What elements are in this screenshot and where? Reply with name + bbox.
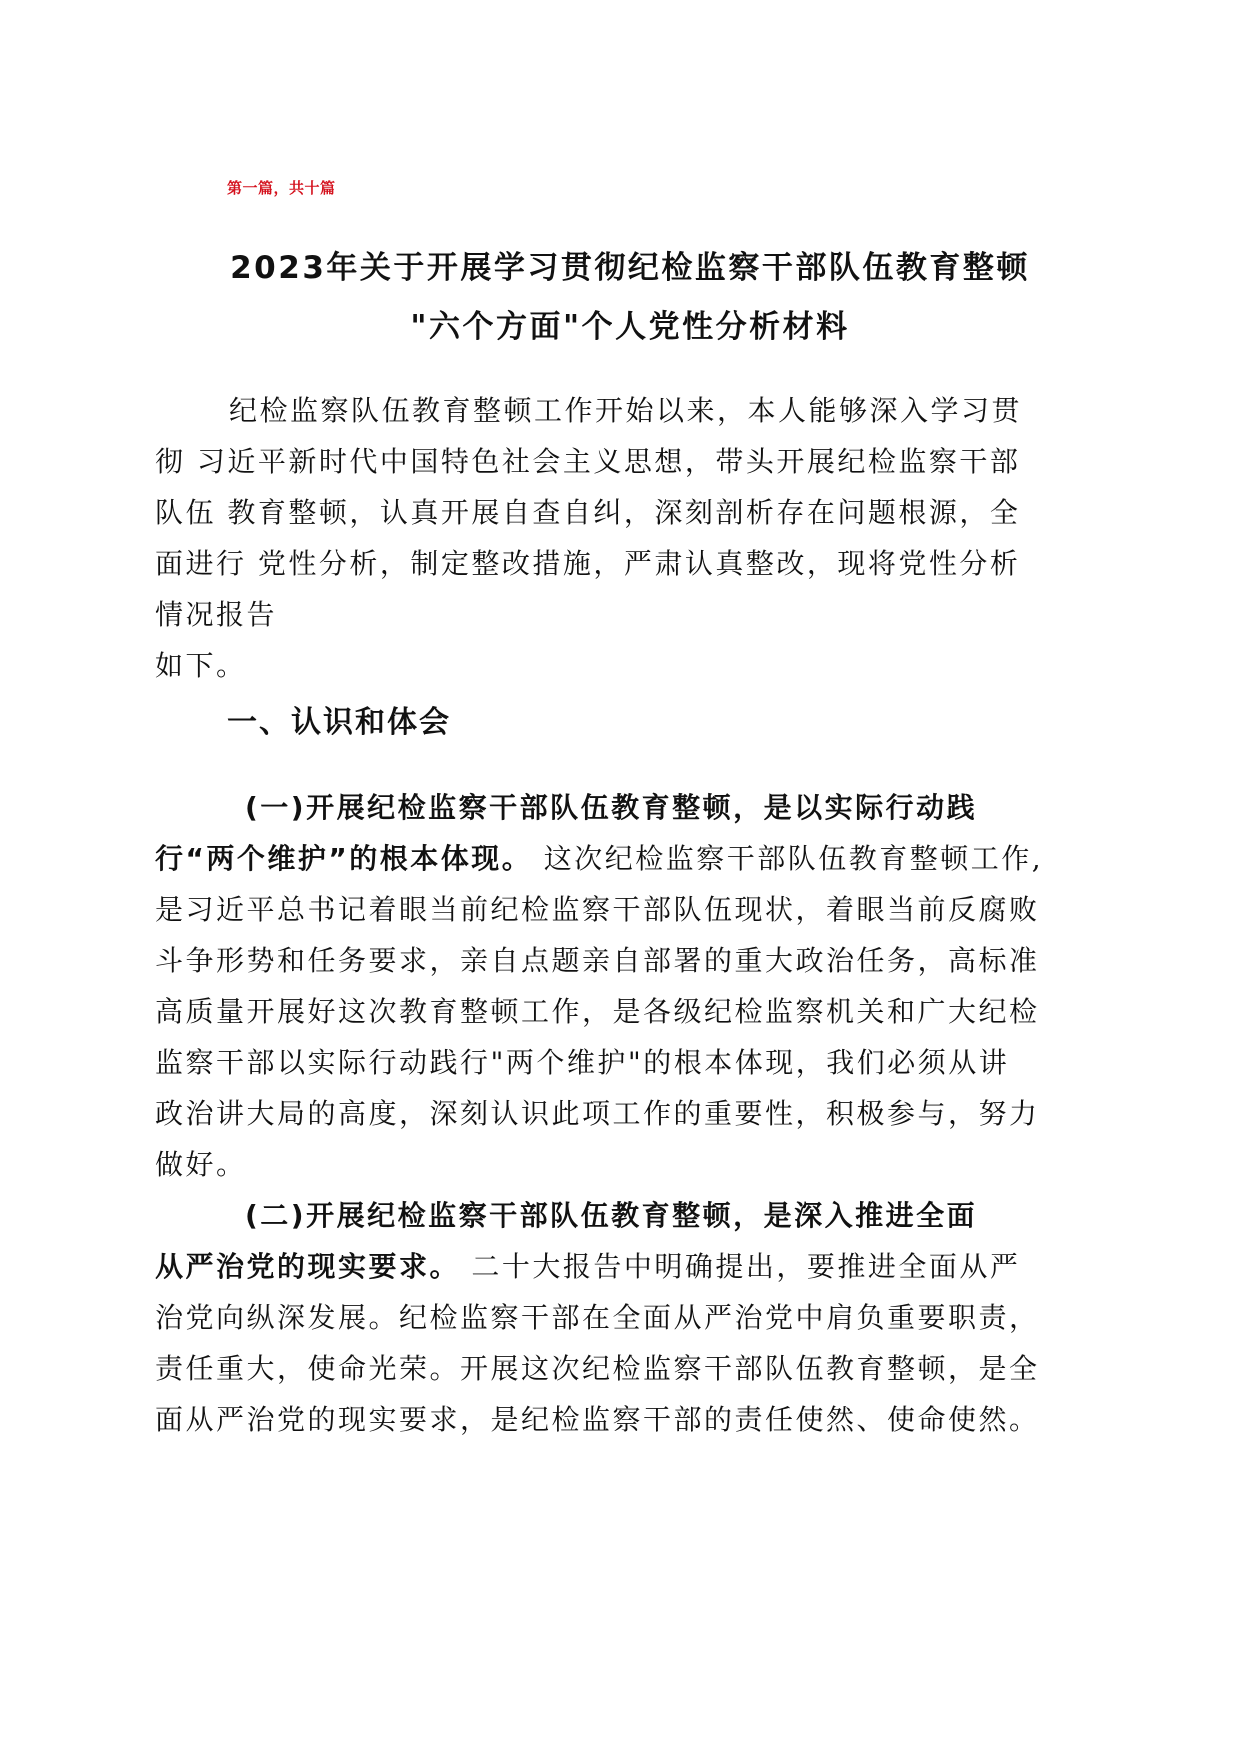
paragraph-1-tail: 这次纪检监察干部队伍教育整顿工作, (532, 842, 1044, 875)
paragraph-1-line: 高质量开展好这次教育整顿工作，是各级纪检监察机关和广大纪检 (155, 995, 1040, 1028)
paragraph-1-line: 斗争形势和任务要求，亲自点题亲自部署的重大政治任务，高标准 (155, 944, 1040, 977)
paragraph-1-line: 监察干部以实际行动践行"两个维护"的根本体现，我们必须从讲 (155, 1046, 1010, 1079)
paragraph-2 (155, 1190, 1080, 1445)
paragraph-2-bold-line: 从严治党的现实要求。 (155, 1250, 461, 1283)
intro-line: 队伍 教育整顿，认真开展自查自纠，深刻剖析存在问题根源，全 (155, 496, 1021, 529)
series-note: 第一篇，共十篇 (227, 179, 336, 197)
section-heading-1: 一、认识和体会 (227, 705, 451, 740)
paragraph-2-line: 治党向纵深发展。纪检监察干部在全面从严治党中肩负重要职责， (155, 1301, 1040, 1334)
intro-line: 彻 习近平新时代中国特色社会主义思想，带头开展纪检监察干部 (155, 445, 1021, 478)
paragraph-2-line: 面从严治党的现实要求，是纪检监察干部的责任使然、使命使然。 (155, 1403, 1040, 1436)
paragraph-1-bold-line: (一)开展纪检监察干部队伍教育整顿，是以实际行动践 (245, 791, 978, 824)
paragraph-1-line-2 (155, 833, 1080, 884)
paragraph-2-line: 责任重大，使命光荣。开展这次纪检监察干部队伍教育整顿，是全 (155, 1352, 1040, 1385)
paragraph-1-line: 是习近平总书记着眼当前纪检监察干部队伍现状，着眼当前反腐败 (155, 893, 1040, 926)
intro-paragraph (155, 385, 1080, 691)
intro-line: 面进行 党性分析，制定整改措施，严肃认真整改，现将党性分析 (155, 547, 1021, 580)
intro-line: 纪检监察队伍教育整顿工作开始以来，本人能够深入学习贯 (229, 394, 1023, 427)
paragraph-1-line: 做好。 (155, 1148, 247, 1181)
document-title-line-2: "六个方面"个人党性分析材料 (410, 309, 850, 345)
paragraph-1 (155, 782, 1080, 1190)
intro-line: 如下。 (155, 649, 247, 682)
paragraph-1-line: 政治讲大局的高度，深刻认识此项工作的重要性，积极参与，努力 (155, 1097, 1040, 1130)
paragraph-2-tail: 二十大报告中明确提出，要推进全面从严 (460, 1250, 1021, 1283)
paragraph-1-bold-line: 行“两个维护”的根本体现。 (155, 842, 533, 875)
document-title-line-1: 2023年关于开展学习贯彻纪检监察干部队伍教育整顿 (230, 250, 1030, 286)
paragraph-2-line-2 (155, 1241, 1080, 1292)
intro-line: 情况报告 (155, 598, 278, 631)
paragraph-2-bold-line: (二)开展纪检监察干部队伍教育整顿，是深入推进全面 (245, 1199, 978, 1232)
